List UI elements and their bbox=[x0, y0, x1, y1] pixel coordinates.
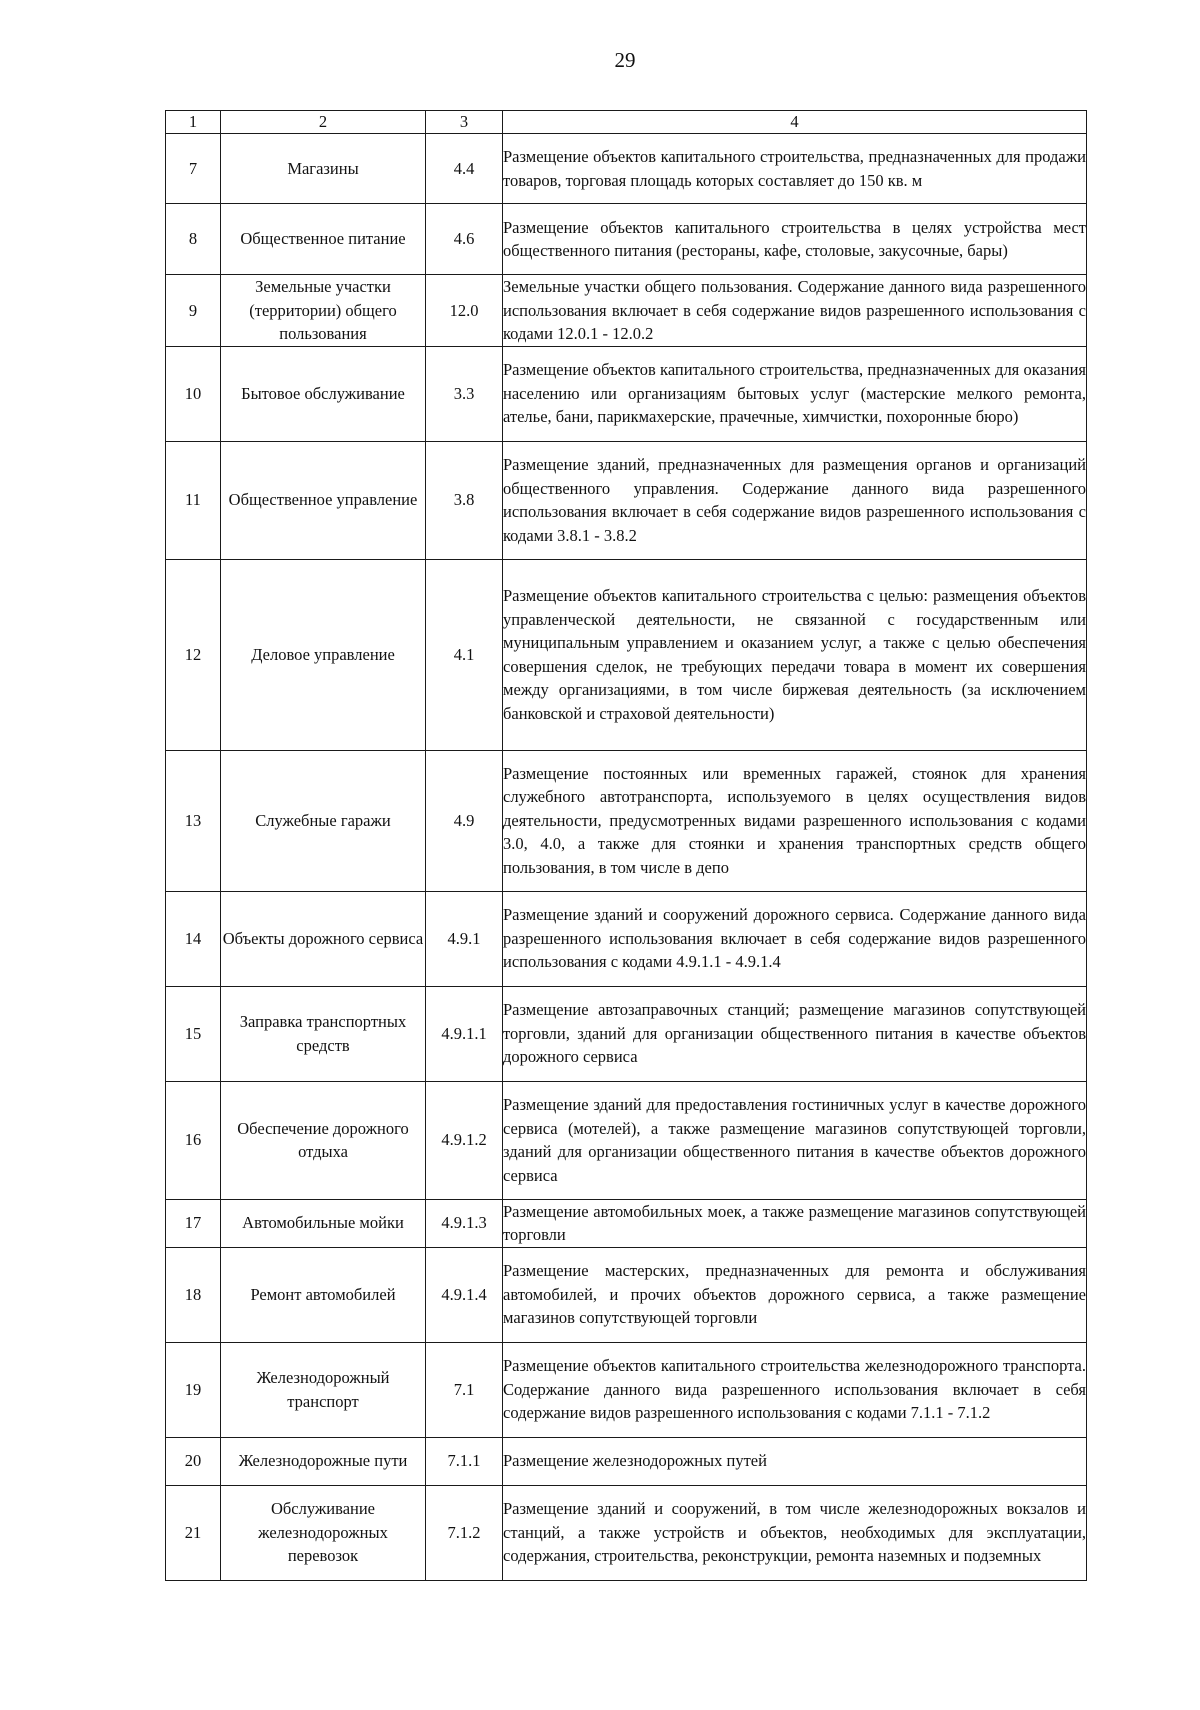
table-row bbox=[166, 750, 1087, 891]
use-type-name: Обслуживание железнодорожных перевозок bbox=[221, 1485, 426, 1580]
table-row bbox=[166, 1247, 1087, 1342]
row-number: 10 bbox=[166, 346, 221, 441]
table-row bbox=[166, 1342, 1087, 1437]
row-number: 13 bbox=[166, 750, 221, 891]
use-type-name: Деловое управление bbox=[221, 559, 426, 750]
use-type-code: 12.0 bbox=[426, 275, 503, 347]
table-row bbox=[166, 134, 1087, 204]
use-type-code: 3.3 bbox=[426, 346, 503, 441]
table-row bbox=[166, 1437, 1087, 1485]
table-row bbox=[166, 441, 1087, 559]
column-header-name: 2 bbox=[221, 111, 426, 134]
row-number: 8 bbox=[166, 204, 221, 275]
use-type-code: 4.6 bbox=[426, 204, 503, 275]
use-type-description: Размещение зданий для предоставления гостиничных услуг в качестве дорожного сервиса (мотелей), а также размещение магазинов сопутствующей торговли, зданий для организации общественного питания в качестве объектов дорожного сервиса bbox=[503, 1081, 1087, 1199]
use-type-name: Общественное управление bbox=[221, 441, 426, 559]
use-type-description: Размещение объектов капитального строительства, предназначенных для оказания населению или организациям бытовых услуг (мастерские мелкого ремонта, ателье, бани, парикмахерские, прачечные, химчистки, похоронные бюро) bbox=[503, 346, 1087, 441]
use-type-name: Обеспечение дорожного отдыха bbox=[221, 1081, 426, 1199]
row-number: 14 bbox=[166, 891, 221, 986]
land-use-table bbox=[165, 110, 1087, 1581]
table-row bbox=[166, 1199, 1087, 1247]
use-type-code: 3.8 bbox=[426, 441, 503, 559]
row-number: 18 bbox=[166, 1247, 221, 1342]
use-type-name: Бытовое обслуживание bbox=[221, 346, 426, 441]
row-number: 12 bbox=[166, 559, 221, 750]
use-type-code: 4.9 bbox=[426, 750, 503, 891]
use-type-name: Магазины bbox=[221, 134, 426, 204]
row-number: 19 bbox=[166, 1342, 221, 1437]
table-row bbox=[166, 891, 1087, 986]
table-row bbox=[166, 346, 1087, 441]
row-number: 21 bbox=[166, 1485, 221, 1580]
use-type-code: 4.1 bbox=[426, 559, 503, 750]
use-type-name: Железнодорожные пути bbox=[221, 1437, 426, 1485]
use-type-name: Объекты дорожного сервиса bbox=[221, 891, 426, 986]
table-row bbox=[166, 1081, 1087, 1199]
row-number: 17 bbox=[166, 1199, 221, 1247]
use-type-name: Автомобильные мойки bbox=[221, 1199, 426, 1247]
use-type-code: 4.4 bbox=[426, 134, 503, 204]
use-type-description: Размещение объектов капитального строительства железнодорожного транспорта. Содержание данного вида разрешенного использования включает в себя содержание видов разрешенного использования с кодами 7.1.1 - 7.1.2 bbox=[503, 1342, 1087, 1437]
column-header-description: 4 bbox=[503, 111, 1087, 134]
table-row bbox=[166, 986, 1087, 1081]
use-type-description: Размещение автозаправочных станций; размещение магазинов сопутствующей торговли, зданий для организации общественного питания в качестве объектов дорожного сервиса bbox=[503, 986, 1087, 1081]
use-type-code: 4.9.1.4 bbox=[426, 1247, 503, 1342]
use-type-description: Размещение зданий, предназначенных для размещения органов и организаций общественного управления. Содержание данного вида разрешенного использования включает в себя содержание видов разрешенного использования с кодами 3.8.1 - 3.8.2 bbox=[503, 441, 1087, 559]
use-type-description: Размещение зданий и сооружений, в том числе железнодорожных вокзалов и станций, а также устройств и объектов, необходимых для эксплуатации, содержания, строительства, реконструкции, ремонта наземных и подземных bbox=[503, 1485, 1087, 1580]
use-type-description: Земельные участки общего пользования. Содержание данного вида разрешенного использования включает в себя содержание видов разрешенного использования с кодами 12.0.1 - 12.0.2 bbox=[503, 275, 1087, 347]
use-type-description: Размещение объектов капитального строительства с целью: размещения объектов управленческой деятельности, не связанной с государственным или муниципальным управлением и оказанием услуг, а также с целью обеспечения совершения сделок, не требующих передачи товара в момент их совершения между организациями, в том числе биржевая деятельность (за исключением банковской и страховой деятельности) bbox=[503, 559, 1087, 750]
use-type-name: Служебные гаражи bbox=[221, 750, 426, 891]
use-type-description: Размещение объектов капитального строительства в целях устройства мест общественного питания (рестораны, кафе, столовые, закусочные, бары) bbox=[503, 204, 1087, 275]
use-type-code: 4.9.1 bbox=[426, 891, 503, 986]
row-number: 9 bbox=[166, 275, 221, 347]
use-type-code: 4.9.1.1 bbox=[426, 986, 503, 1081]
use-type-name: Железнодорожный транспорт bbox=[221, 1342, 426, 1437]
page-number: 29 bbox=[614, 48, 636, 72]
table-header-row bbox=[166, 111, 1087, 134]
use-type-code: 7.1 bbox=[426, 1342, 503, 1437]
use-type-code: 7.1.2 bbox=[426, 1485, 503, 1580]
use-type-code: 4.9.1.3 bbox=[426, 1199, 503, 1247]
use-type-description: Размещение зданий и сооружений дорожного сервиса. Содержание данного вида разрешенного использования включает в себя содержание видов разрешенного использования с кодами 4.9.1.1 - 4.9.1.4 bbox=[503, 891, 1087, 986]
column-header-code: 3 bbox=[426, 111, 503, 134]
use-type-description: Размещение автомобильных моек, а также размещение магазинов сопутствующей торговли bbox=[503, 1199, 1087, 1247]
row-number: 7 bbox=[166, 134, 221, 204]
row-number: 15 bbox=[166, 986, 221, 1081]
use-type-name: Общественное питание bbox=[221, 204, 426, 275]
use-type-name: Ремонт автомобилей bbox=[221, 1247, 426, 1342]
column-header-number: 1 bbox=[166, 111, 221, 134]
use-type-code: 7.1.1 bbox=[426, 1437, 503, 1485]
row-number: 11 bbox=[166, 441, 221, 559]
table-row bbox=[166, 559, 1087, 750]
use-type-description: Размещение мастерских, предназначенных для ремонта и обслуживания автомобилей, и прочих объектов дорожного сервиса, а также размещение магазинов сопутствующей торговли bbox=[503, 1247, 1087, 1342]
row-number: 20 bbox=[166, 1437, 221, 1485]
table-row bbox=[166, 1485, 1087, 1580]
table-row bbox=[166, 275, 1087, 347]
table-row bbox=[166, 204, 1087, 275]
use-type-name: Заправка транспортных средств bbox=[221, 986, 426, 1081]
use-type-code: 4.9.1.2 bbox=[426, 1081, 503, 1199]
use-type-description: Размещение постоянных или временных гаражей, стоянок для хранения служебного автотранспорта, используемого в целях осуществления видов деятельности, предусмотренных видами разрешенного использования с кодами 3.0, 4.0, а также для стоянки и хранения транспортных средств общего пользования, в том числе в депо bbox=[503, 750, 1087, 891]
use-type-description: Размещение объектов капитального строительства, предназначенных для продажи товаров, торговая площадь которых составляет до 150 кв. м bbox=[503, 134, 1087, 204]
use-type-name: Земельные участки (территории) общего пользования bbox=[221, 275, 426, 347]
row-number: 16 bbox=[166, 1081, 221, 1199]
use-type-description: Размещение железнодорожных путей bbox=[503, 1437, 1087, 1485]
